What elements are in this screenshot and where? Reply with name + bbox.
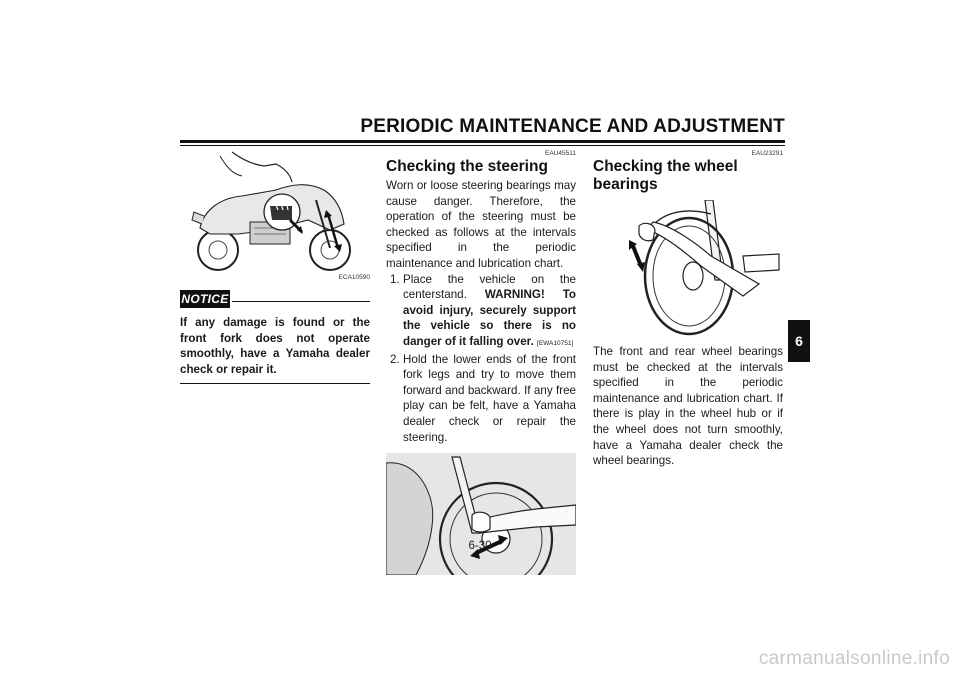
warning-code: [EWA10751] [537,339,574,347]
notice-rule [232,301,370,302]
steering-section-code: EAU45511 [545,150,576,157]
page-header-title: PERIODIC MAINTENANCE AND ADJUSTMENT [360,116,785,137]
steering-step-2 [386,352,576,446]
steering-intro-text: Worn or loose steering bearings may cause danger. Therefore, the operation of the steering must be checked as follows at the intervals specified in the periodic maintenance and lubrication chart. [386,179,576,270]
notice-bottom-rule [180,383,370,384]
steering-steps-list [386,272,576,446]
middle-column [386,150,576,575]
notice-header [180,290,370,310]
figure-code: ECA10590 [338,274,370,281]
wheel-bearings-section-title: Checking the wheel bearings [593,158,738,193]
wheel-bearings-text: The front and rear wheel bearings must be checked at the intervals specified in the periodic maintenance and lubrication chart. If there is play in the wheel hub or if the wheel does not turn smoothly, have a Yamaha dealer check the wheel bearings. [593,345,783,468]
notice-text: If any damage is found or the front fork does not operate smoothly, have a Yamaha dealer check or repair it. [180,316,370,376]
left-column [180,150,370,384]
step-text: Hold the lower ends of the front fork legs and try to move them forward and backward. If any free play can be felt, have a Yamaha dealer check or repair the steering. [403,352,576,444]
steering-step-1 [386,272,576,352]
steering-check-illustration [386,453,576,575]
notice-badge: NOTICE [181,292,229,306]
page-number: 6-30 [468,540,492,552]
wheel-bearing-check-illustration [593,200,783,338]
step-number: 1. [390,272,400,286]
header-rule [180,140,785,143]
step-text: Place the vehicle on the centerstand. [403,272,576,302]
chapter-tab[interactable]: 6 [788,320,810,362]
steering-section-title: Checking the steering [386,158,548,175]
step-warning: WARNING! To avoid injury, securely support the vehicle so there is no danger of it falling over. [403,288,576,348]
wheel-bearings-section-code: EAU23291 [751,150,783,157]
header-rule-thin [180,145,785,146]
watermark: carmanualsonline.info [758,648,950,669]
step-number: 2. [390,352,400,366]
right-column [593,150,783,469]
motorcycle-front-fork-illustration [180,150,370,274]
